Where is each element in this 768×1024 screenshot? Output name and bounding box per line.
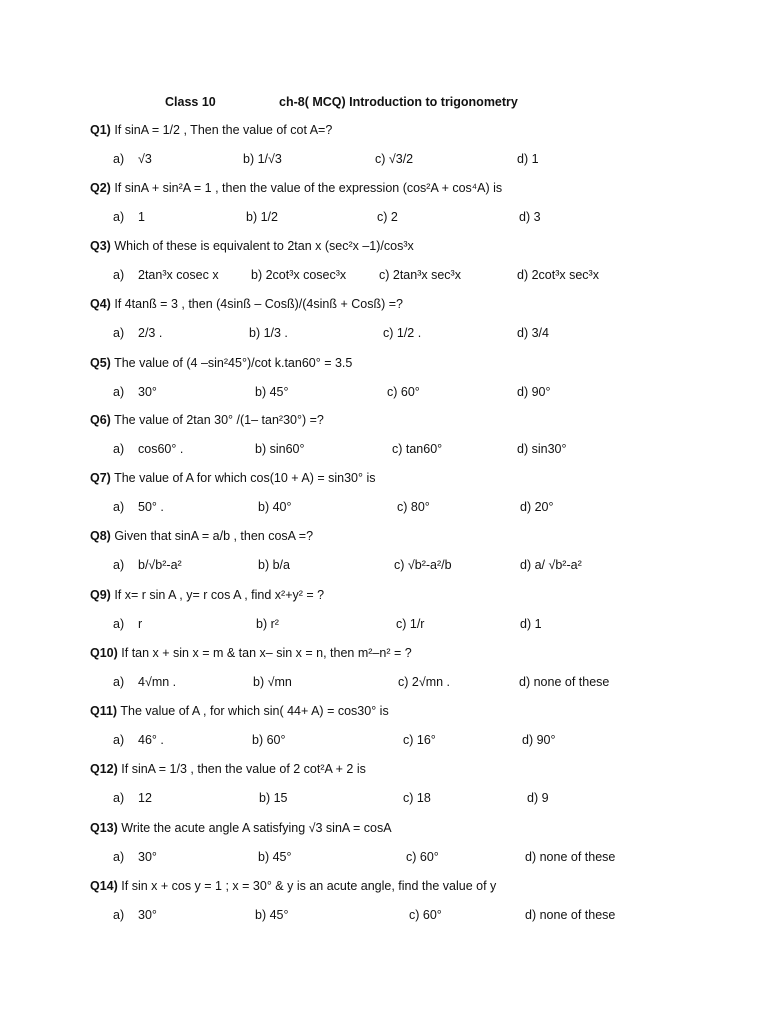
options-row-q1 bbox=[0, 152, 768, 168]
option-d: d) 1 bbox=[520, 617, 542, 631]
option-b: b) 1/3 . bbox=[249, 326, 288, 340]
options-row-q9 bbox=[0, 617, 768, 633]
options-row-q4 bbox=[0, 326, 768, 342]
options-row-q11 bbox=[0, 733, 768, 749]
options-row-q10 bbox=[0, 675, 768, 691]
option-b: b) 40° bbox=[258, 500, 292, 514]
question-q3 bbox=[90, 239, 690, 255]
worksheet-header bbox=[0, 95, 768, 111]
question-text: If sinA = 1/3 , then the value of 2 cot²A + 2 is bbox=[117, 762, 366, 776]
option-c: c) 2 bbox=[377, 210, 398, 224]
option-c: c) 60° bbox=[409, 908, 442, 922]
option-c: c) 16° bbox=[403, 733, 436, 747]
option-b: b) 45° bbox=[258, 850, 292, 864]
option-a: a) 30° bbox=[113, 908, 157, 922]
option-b: b) 15 bbox=[259, 791, 288, 805]
question-text: The value of 2tan 30° /(1– tan²30°) =? bbox=[110, 413, 324, 427]
question-number: Q6) bbox=[90, 413, 111, 427]
option-a: a) 2tan³x cosec x bbox=[113, 268, 219, 282]
question-text: Given that sinA = a/b , then cosA =? bbox=[110, 529, 314, 543]
question-text: The value of A for which cos(10 + A) = sin30° is bbox=[110, 471, 376, 485]
option-a: a) b/√b²-a² bbox=[113, 558, 182, 572]
options-row-q8 bbox=[0, 558, 768, 574]
option-d: d) a/ √b²-a² bbox=[520, 558, 582, 572]
option-b: b) b/a bbox=[258, 558, 290, 572]
option-c: c) 60° bbox=[387, 385, 420, 399]
question-text: The value of (4 –sin²45°)/cot k.tan60° = 3.5 bbox=[110, 356, 353, 370]
option-c: c) 2tan³x sec³x bbox=[379, 268, 461, 282]
question-number: Q7) bbox=[90, 471, 111, 485]
option-a: a) 4√mn . bbox=[113, 675, 177, 689]
option-a: a) √3 bbox=[113, 152, 152, 166]
option-d: d) none of these bbox=[519, 675, 610, 689]
options-row-q3 bbox=[0, 268, 768, 284]
option-d: d) none of these bbox=[525, 850, 616, 864]
option-a: a) 30° bbox=[113, 385, 157, 399]
options-row-q13 bbox=[0, 850, 768, 866]
question-q7 bbox=[90, 471, 690, 487]
option-a: a) 2/3 . bbox=[113, 326, 163, 340]
question-text: The value of A , for which sin( 44+ A) = cos30° is bbox=[117, 704, 389, 718]
option-d: d) sin30° bbox=[517, 442, 567, 456]
option-d: d) 90° bbox=[517, 385, 551, 399]
option-d: d) 20° bbox=[520, 500, 554, 514]
question-q8 bbox=[90, 529, 690, 545]
options-row-q12 bbox=[0, 791, 768, 807]
question-q13 bbox=[90, 821, 690, 837]
question-text: If 4tanß = 3 , then (4sinß – Cosß)/(4sinß + Cosß) =? bbox=[110, 297, 403, 311]
option-d: d) none of these bbox=[525, 908, 616, 922]
options-row-q6 bbox=[0, 442, 768, 458]
option-c: c) tan60° bbox=[392, 442, 443, 456]
option-a: a) cos60° . bbox=[113, 442, 184, 456]
options-row-q5 bbox=[0, 385, 768, 401]
option-c: c) √b²-a²/b bbox=[394, 558, 452, 572]
question-text: If sinA + sin²A = 1 , then the value of the expression (cos²A + cos⁴A) is bbox=[110, 181, 503, 195]
option-b: b) 45° bbox=[255, 908, 289, 922]
option-c: c) 2√mn . bbox=[398, 675, 451, 689]
question-text: Which of these is equivalent to 2tan x (sec²x –1)/cos³x bbox=[110, 239, 414, 253]
question-number: Q10) bbox=[90, 646, 118, 660]
question-number: Q9) bbox=[90, 588, 111, 602]
options-row-q7 bbox=[0, 500, 768, 516]
option-a: a) r bbox=[113, 617, 143, 631]
question-number: Q8) bbox=[90, 529, 111, 543]
option-b: b) r² bbox=[256, 617, 279, 631]
question-q9 bbox=[90, 588, 690, 604]
question-q2 bbox=[90, 181, 690, 197]
option-c: c) 1/2 . bbox=[383, 326, 422, 340]
option-b: b) 45° bbox=[255, 385, 289, 399]
question-q10 bbox=[90, 646, 690, 662]
chapter-title: ch-8( MCQ) Introduction to trigonometry bbox=[279, 95, 518, 109]
option-a: a) 1 bbox=[113, 210, 145, 224]
question-q12 bbox=[90, 762, 690, 778]
question-q11 bbox=[90, 704, 690, 720]
option-c: c) 80° bbox=[397, 500, 430, 514]
option-a: a) 30° bbox=[113, 850, 157, 864]
question-number: Q4) bbox=[90, 297, 111, 311]
option-a: a) 50° . bbox=[113, 500, 164, 514]
option-b: b) sin60° bbox=[255, 442, 305, 456]
question-number: Q3) bbox=[90, 239, 111, 253]
question-number: Q12) bbox=[90, 762, 118, 776]
option-d: d) 1 bbox=[517, 152, 539, 166]
option-b: b) 1/2 bbox=[246, 210, 278, 224]
option-d: d) 2cot³x sec³x bbox=[517, 268, 599, 282]
options-row-q14 bbox=[0, 908, 768, 924]
question-number: Q11) bbox=[90, 704, 118, 718]
question-text: If tan x + sin x = m & tan x– sin x = n, then m²–n² = ? bbox=[117, 646, 412, 660]
question-q14 bbox=[90, 879, 690, 895]
question-text: If x= r sin A , y= r cos A , find x²+y² = ? bbox=[110, 588, 325, 602]
option-c: c) 1/r bbox=[396, 617, 425, 631]
question-text: Write the acute angle A satisfying √3 sinA = cosA bbox=[117, 821, 392, 835]
question-text: If sin x + cos y = 1 ; x = 30° & y is an acute angle, find the value of y bbox=[117, 879, 497, 893]
option-d: d) 9 bbox=[527, 791, 549, 805]
option-a: a) 46° . bbox=[113, 733, 164, 747]
option-b: b) √mn bbox=[253, 675, 292, 689]
option-b: b) 60° bbox=[252, 733, 286, 747]
question-number: Q13) bbox=[90, 821, 118, 835]
options-row-q2 bbox=[0, 210, 768, 226]
option-c: c) 60° bbox=[406, 850, 439, 864]
class-label: Class 10 bbox=[165, 95, 216, 109]
question-number: Q2) bbox=[90, 181, 111, 195]
question-q1 bbox=[90, 123, 690, 139]
option-c: c) √3/2 bbox=[375, 152, 414, 166]
option-c: c) 18 bbox=[403, 791, 431, 805]
option-b: b) 1/√3 bbox=[243, 152, 282, 166]
option-d: d) 3 bbox=[519, 210, 541, 224]
option-d: d) 90° bbox=[522, 733, 556, 747]
question-number: Q5) bbox=[90, 356, 111, 370]
option-b: b) 2cot³x cosec³x bbox=[251, 268, 347, 282]
question-q5 bbox=[90, 356, 690, 372]
question-number: Q1) bbox=[90, 123, 111, 137]
question-number: Q14) bbox=[90, 879, 118, 893]
question-q4 bbox=[90, 297, 690, 313]
option-a: a) 12 bbox=[113, 791, 152, 805]
question-q6 bbox=[90, 413, 690, 429]
option-d: d) 3/4 bbox=[517, 326, 549, 340]
question-text: If sinA = 1/2 , Then the value of cot A=? bbox=[110, 123, 333, 137]
